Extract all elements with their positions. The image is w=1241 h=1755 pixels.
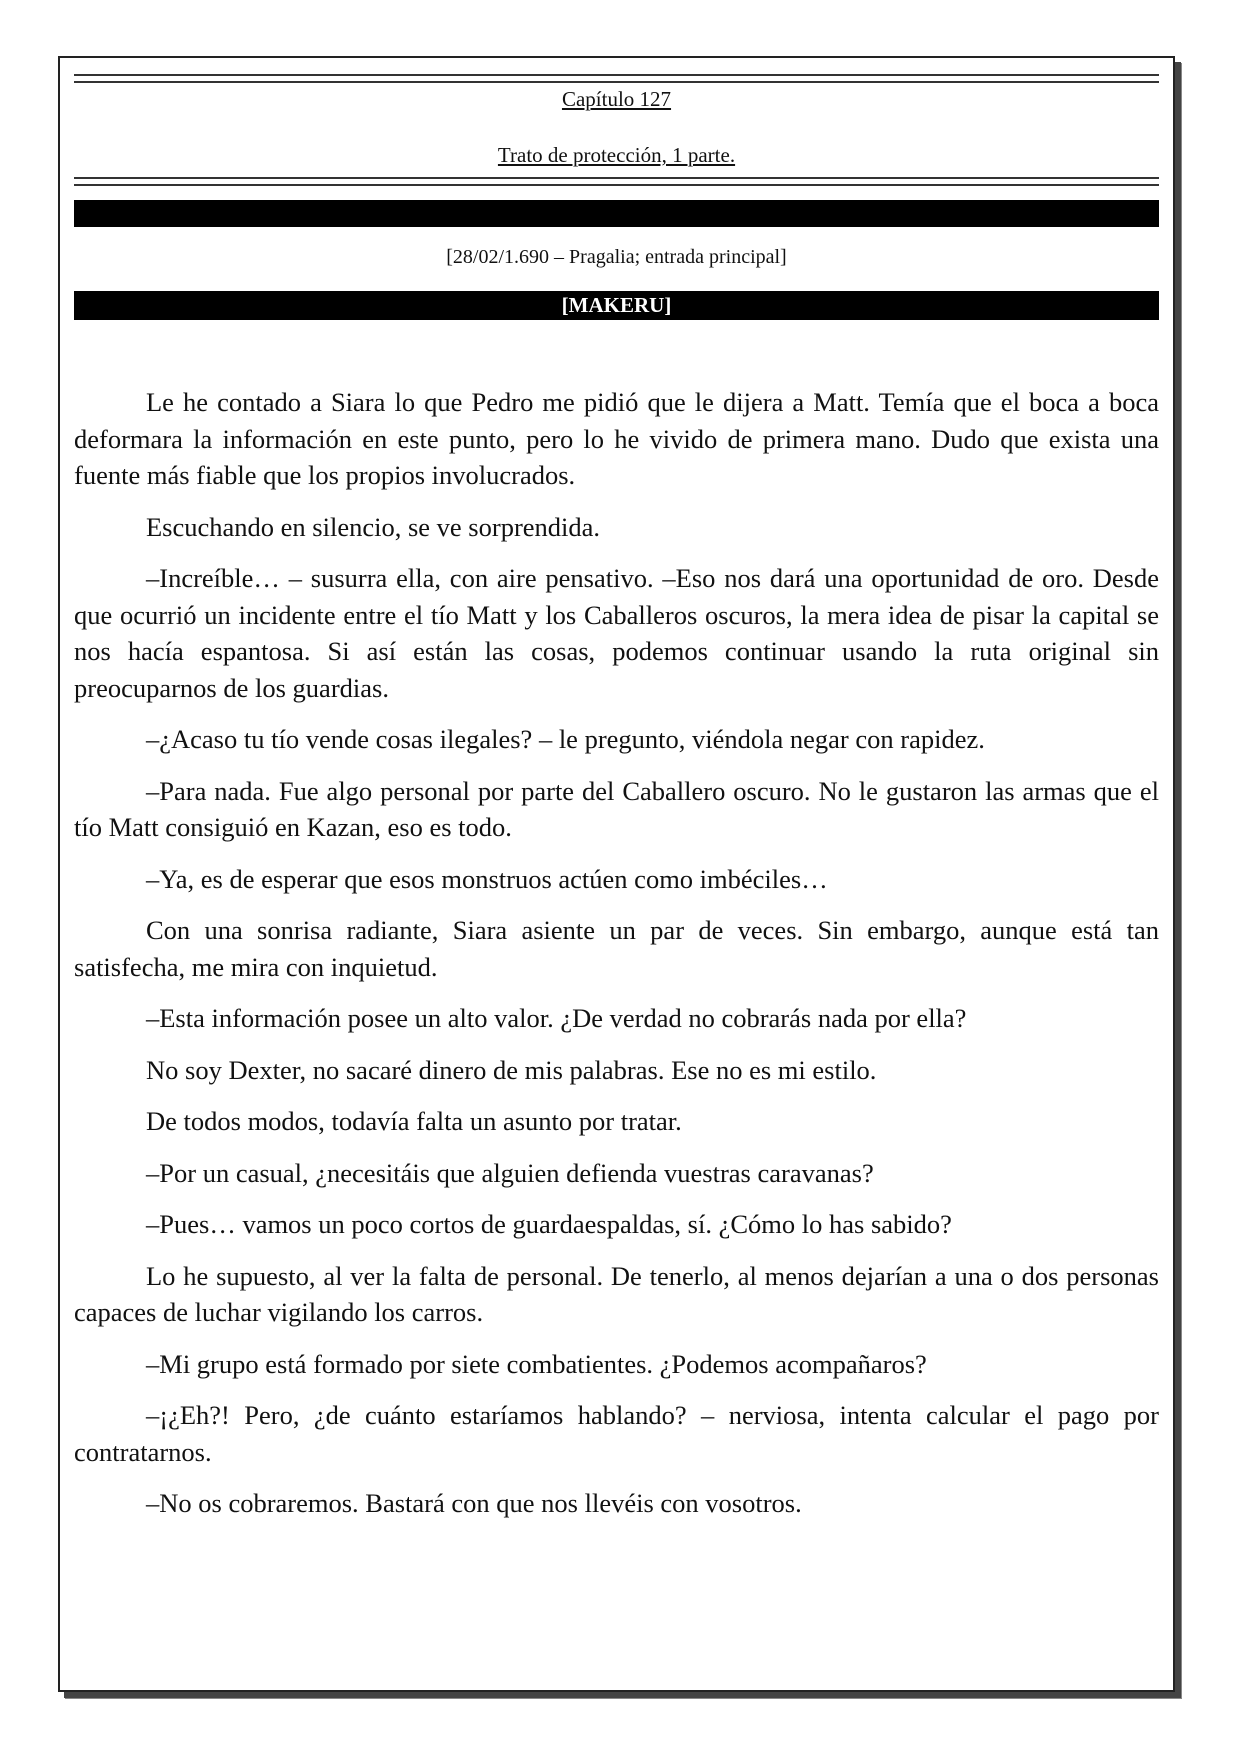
paragraph: –Esta información posee un alto valor. ¿De verdad no cobrarás nada por ella? bbox=[146, 1003, 967, 1033]
paragraph: –Ya, es de esperar que esos monstruos actúen como imbéciles… bbox=[146, 863, 828, 894]
paragraph: Lo he supuesto, al ver la falta de personal. De tenerlo, al menos dejarían a una o dos personas capaces de luchar vigilando los carros. bbox=[74, 1260, 1159, 1327]
separator-bar bbox=[74, 200, 1159, 227]
paragraph: –Pues… vamos un poco cortos de guardaespaldas, sí. ¿Cómo lo has sabido? bbox=[146, 1209, 952, 1239]
paragraph: –Increíble… – susurra ella, con aire pensativo. –Eso nos dará una oportunidad de oro. Desde que ocurrió un incidente entre el tío Matt y los Caballeros oscuros, la mera idea de pisar la capital se nos hacía espantosa. Si así están las cosas, podemos continuar usando la ruta original sin preocuparnos de los guardias. bbox=[74, 563, 1159, 703]
paragraph: Le he contado a Siara lo que Pedro me pidió que le dijera a Matt. Temía que el boca a boca deformara la información en este punto, pero lo he vivido de primera mano. Dudo que exista una fuente más fiable que los propios involucrados. bbox=[74, 387, 1159, 490]
page-frame bbox=[58, 56, 1175, 1692]
top-double-rule bbox=[74, 74, 1159, 83]
paragraph: No soy Dexter, no sacaré dinero de mis palabras. Ese no es mi estilo. bbox=[146, 1054, 877, 1085]
paragraph: –No os cobraremos. Bastará con que nos llevéis con vosotros. bbox=[146, 1488, 802, 1518]
paragraph: –Para nada. Fue algo personal por parte del Caballero oscuro. No le gustaron las armas que el tío Matt consiguió en Kazan, eso es todo. bbox=[74, 775, 1159, 842]
paragraph: –¿Acaso tu tío vende cosas ilegales? – le pregunto, viéndola negar con rapidez. bbox=[146, 724, 985, 754]
header-double-rule bbox=[74, 177, 1159, 186]
paragraph: De todos modos, todavía falta un asunto por tratar. bbox=[146, 1106, 682, 1136]
pov-banner: [MAKERU] bbox=[74, 291, 1159, 320]
chapter-title: Capítulo 127 bbox=[561, 87, 672, 111]
body-text bbox=[74, 384, 1159, 1537]
paragraph: Con una sonrisa radiante, Siara asiente un par de veces. Sin embargo, aunque está tan satisfecha, me mira con inquietud. bbox=[74, 915, 1159, 982]
chapter-subtitle: Trato de protección, 1 parte. bbox=[497, 143, 736, 167]
paragraph: –Mi grupo está formado por siete combatientes. ¿Podemos acompañaros? bbox=[146, 1348, 927, 1379]
paragraph: –¡¿Eh?! Pero, ¿de cuánto estaríamos hablando? – nerviosa, intenta calcular el pago por contratarnos. bbox=[74, 1400, 1159, 1467]
scene-date-location: [28/02/1.690 – Pragalia; entrada principal] bbox=[446, 246, 787, 268]
paragraph: –Por un casual, ¿necesitáis que alguien defienda vuestras caravanas? bbox=[146, 1157, 874, 1188]
paragraph: Escuchando en silencio, se ve sorprendida. bbox=[146, 511, 601, 542]
